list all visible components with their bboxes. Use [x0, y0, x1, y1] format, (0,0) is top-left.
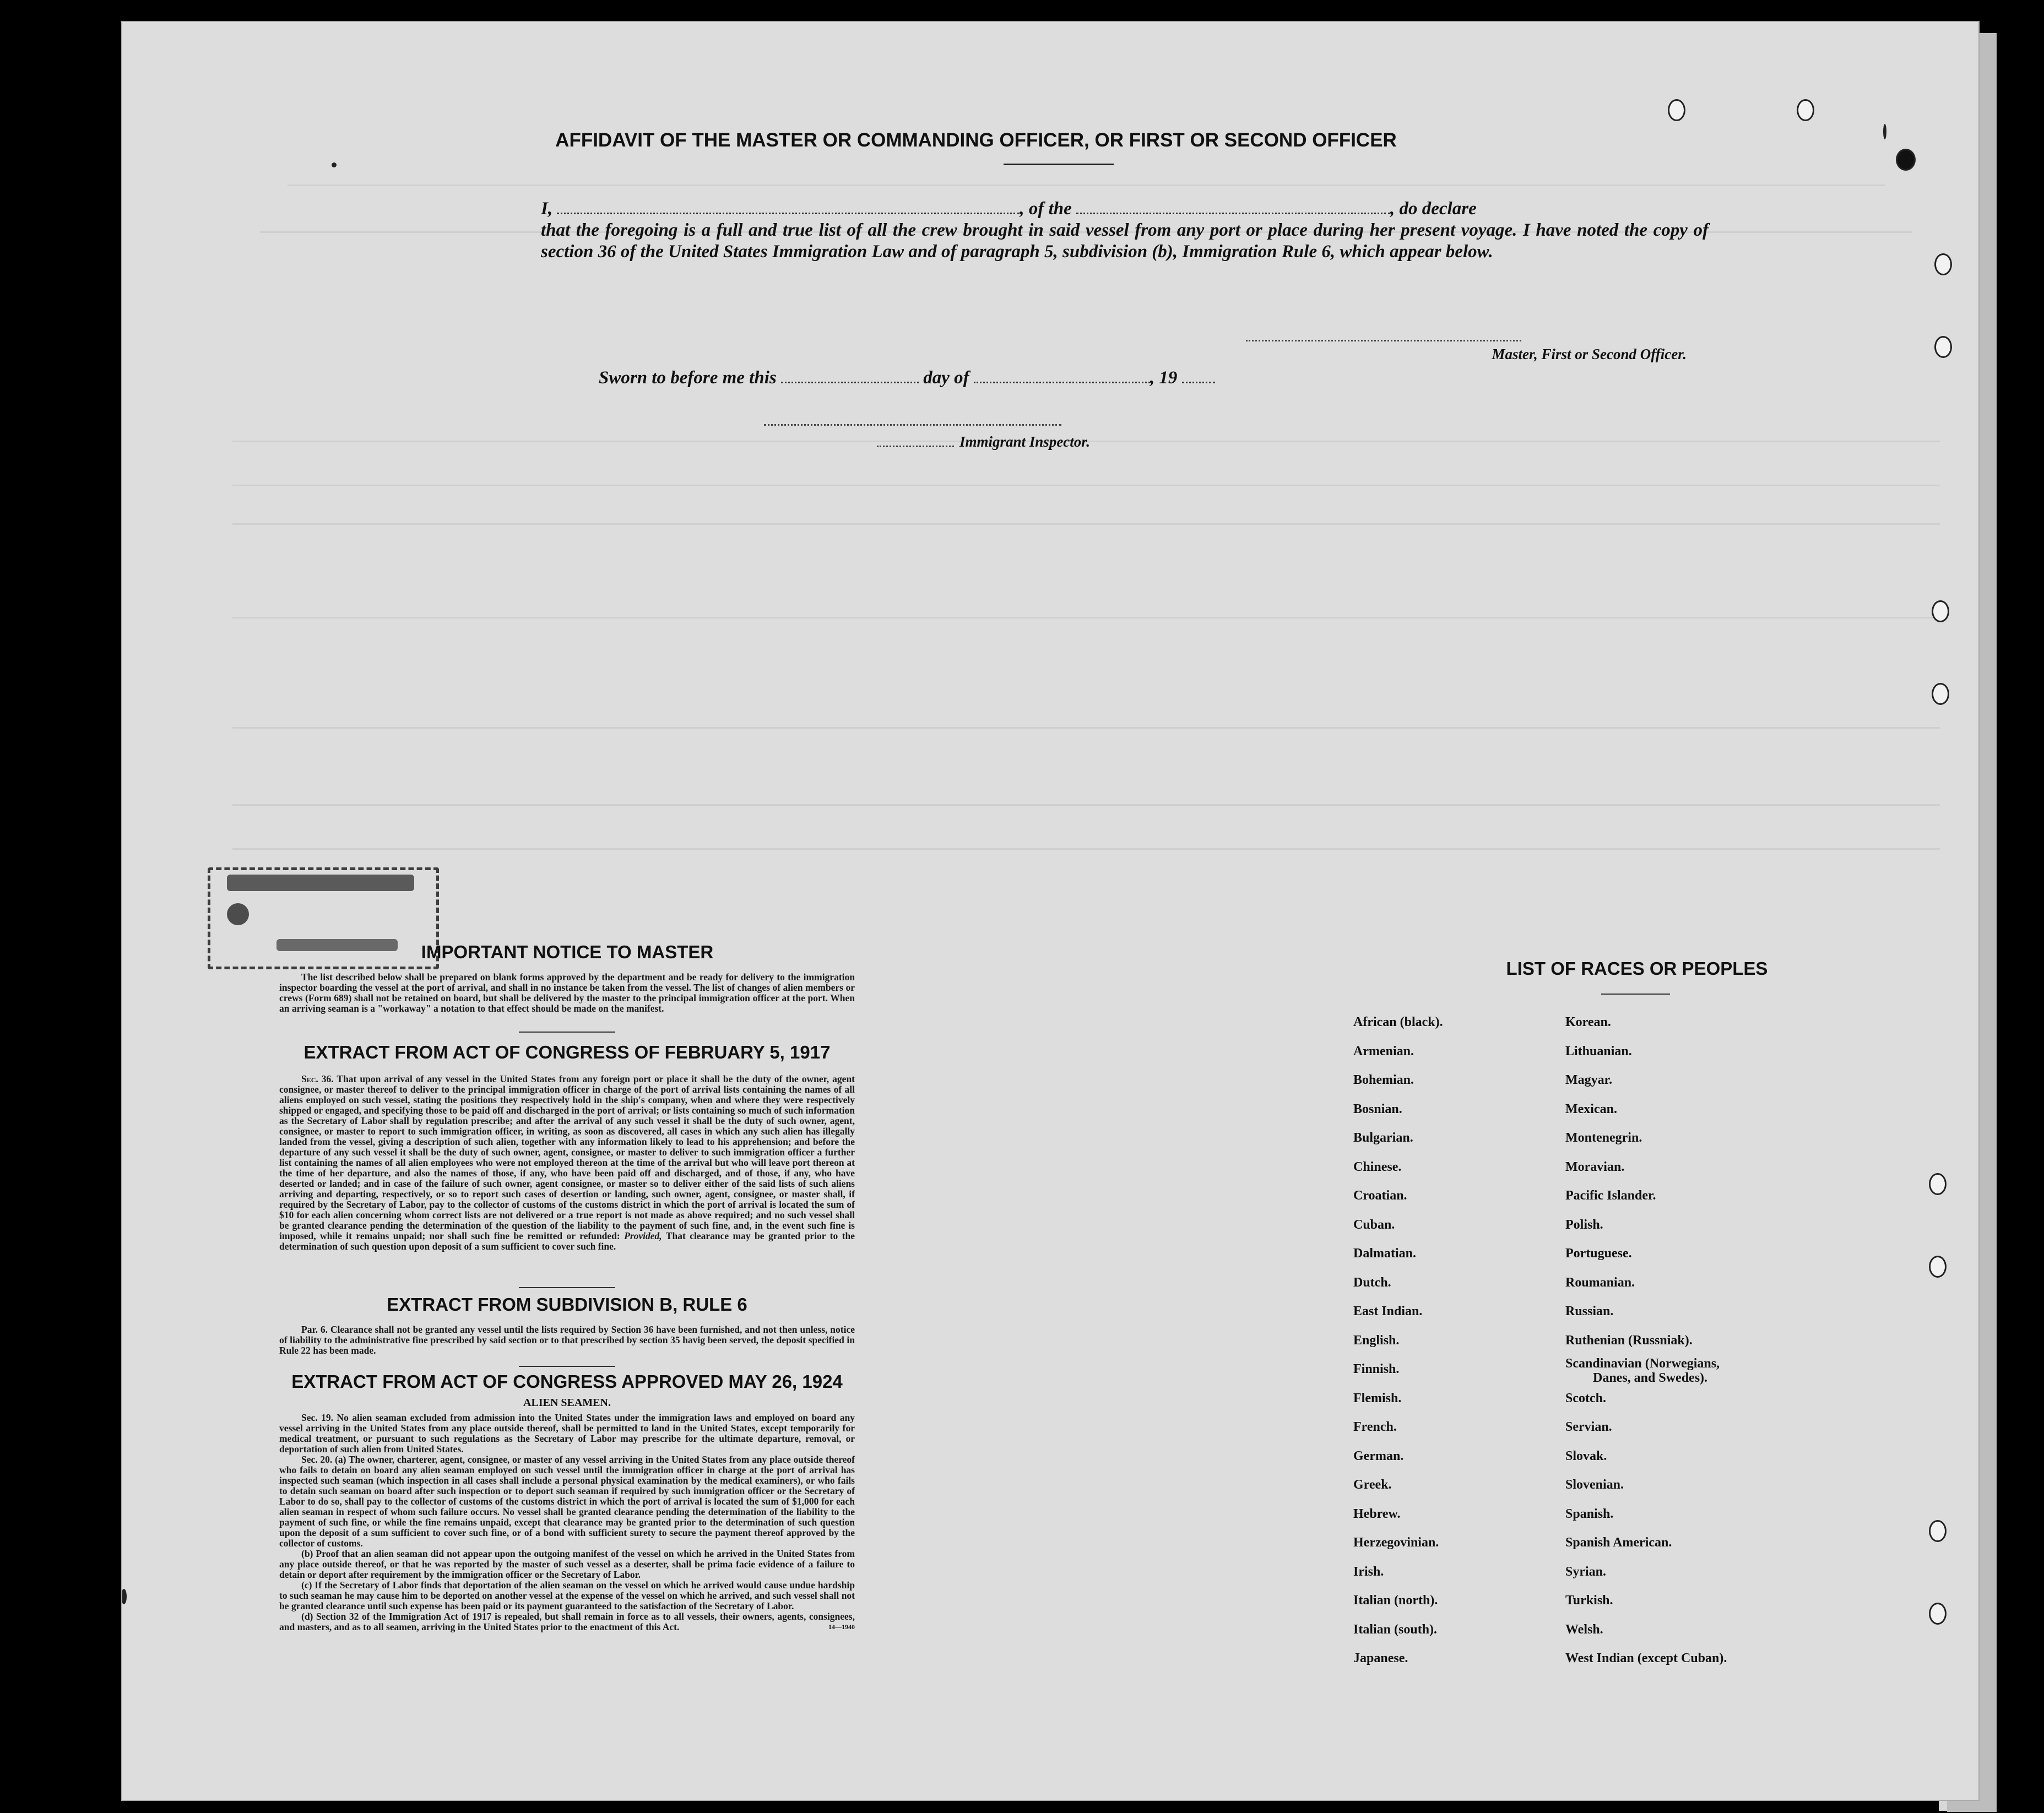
extract-1924-body: Sec. 19. No alien seaman excluded from admission into the United States under the immigration laws and employed on board any vessel arriving in the United States from any place outside thereof, shall be permitted to land in the United States, except temporarily for medical treatment, or pursuant to such regulations as the Secretary of Labor may prescribe for the ultimate departure, removal, or deportation of such alien from United States. Sec. 20. (a) The owner, charterer, agent, consignee, or master of any vessel arriving in the United States from any place outside thereof who fails to detain on board any alien seaman employed on such vessel until the immigration officer in charge at the port of arrival has inspected such seaman (which inspection in all cases shall include a personal physical examination by the medical examiners), or who fails to detain such seaman on board after such inspection or to deport such seaman if required by such immigration officer or the Secretary of Labor to do so, shall pay to the collector of customs of the customs district in which the port of arrival is located the sum of $1,000 for each alien seaman in respect of whom such failure occurs. No vessel shall be granted clearance pending the determination of the liability to the payment of such fine, or while the fine remains unpaid, except that clearance may be granted prior to the determination of such question upon the deposit of a sum sufficient to cover such fine, or of a bond with sufficient surety to secure the payment thereof approved by the collector of customs. (b) Proof that an alien seaman did not appear upon the outgoing manifest of the vessel on which he arrived in the United States from any place outside thereof, or that he was reported by the master of such vessel as a deserter, shall be prima facie evidence of a failure to detain or deport after requirement by the immigration officer or the Secretary of Labor. (c) If the Secretary of Labor finds that deportation of the alien seaman on the vessel on which he arrived would cause undue hardship to such seaman he may cause him to be deported on another vessel at the expense of the vessel on which he arrived, and such vessel shall not be granted clearance until such expense has been paid or its payment guaranteed to the satisfaction of the Secretary of Labor. (d) Section 32 of the Immigration Act of 1917 is repealed, but shall remain in force as to all vessels, their owners, agents, consignees, and masters, and as to all seamen, arriving in the United States prior to the enactment of this Act. 14—1940 — [279, 1412, 855, 1632]
race-item: French. — [1353, 1420, 1397, 1434]
bleed-line — [232, 523, 1940, 525]
race-item: Italian (north). — [1353, 1593, 1438, 1608]
race-item: Roumanian. — [1565, 1275, 1635, 1290]
sworn-month-field[interactable] — [974, 378, 1150, 383]
race-item: Spanish. — [1565, 1506, 1614, 1521]
race-item: Scotch. — [1565, 1391, 1606, 1405]
affidavit-title: AFFIDAVIT OF THE MASTER OR COMMANDING OFFICER, OR FIRST OR SECOND OFFICER — [555, 129, 1397, 151]
bleed-line — [232, 485, 1940, 486]
race-item: African (black). — [1353, 1015, 1443, 1029]
ink-speck — [332, 162, 337, 167]
form-number: 14—1940 — [828, 1623, 855, 1631]
vessel-field[interactable] — [1076, 209, 1390, 214]
races-divider — [1601, 994, 1670, 995]
punch-hole — [1934, 253, 1952, 275]
race-item: Greek. — [1353, 1478, 1392, 1492]
race-item: Magyar. — [1565, 1073, 1613, 1087]
race-item: German. — [1353, 1448, 1404, 1463]
race-item: West Indian (except Cuban). — [1565, 1651, 1727, 1665]
do-declare-label: , do declare — [1390, 199, 1477, 219]
day-of-label: day of — [923, 368, 969, 388]
race-item: Danes, and Swedes). — [1593, 1371, 1708, 1385]
race-item: Polish. — [1565, 1217, 1603, 1232]
i-label: I, — [541, 199, 553, 219]
section-divider — [519, 1287, 615, 1288]
year-prefix: , 19 — [1150, 368, 1178, 388]
extract-1924-title: EXTRACT FROM ACT OF CONGRESS APPROVED MAY 26, 1924 — [291, 1371, 843, 1392]
race-item: Slovak. — [1565, 1448, 1607, 1463]
race-item: Lithuanian. — [1565, 1044, 1632, 1059]
race-item: Korean. — [1565, 1015, 1611, 1029]
punch-hole — [1929, 1520, 1947, 1542]
punch-hole — [1668, 99, 1685, 121]
notice-title: IMPORTANT NOTICE TO MASTER — [421, 942, 714, 962]
race-item: Scandinavian (Norwegians, — [1565, 1356, 1720, 1371]
title-divider — [1004, 164, 1114, 165]
master-signature-label: Master, First or Second Officer. — [1492, 346, 1687, 362]
sworn-year-field[interactable] — [1182, 378, 1215, 383]
race-item: Welsh. — [1565, 1622, 1603, 1637]
race-item: Moravian. — [1565, 1159, 1625, 1174]
race-item: Flemish. — [1353, 1391, 1402, 1405]
section-divider — [519, 1032, 615, 1033]
race-item: Slovenian. — [1565, 1478, 1624, 1492]
punch-hole — [1797, 99, 1814, 121]
race-item: Irish. — [1353, 1564, 1384, 1579]
of-the-label: , of the — [1020, 199, 1072, 219]
punch-hole — [1929, 1256, 1947, 1278]
race-item: Ruthenian (Russniak). — [1565, 1333, 1693, 1348]
ink-speck — [122, 1589, 127, 1604]
bleed-line — [232, 804, 1940, 806]
race-item: Hebrew. — [1353, 1506, 1401, 1521]
extract-rule6-body: Par. 6. Clearance shall not be granted any vessel until the lists required by Section 36 have been furnished, and not then unless, notice of liability to the administrative fine prescribed by said section or to that prescribed by section 35 havig been served, the deposit specified in Rule 22 has been made. — [279, 1324, 855, 1356]
race-item: Bosnian. — [1353, 1101, 1402, 1116]
inspector-signature-lead — [877, 444, 954, 447]
race-item: Finnish. — [1353, 1362, 1400, 1376]
extract-1917-title: EXTRACT FROM ACT OF CONGRESS OF FEBRUARY 5, 1917 — [303, 1042, 831, 1062]
affidavit-body — [541, 198, 1709, 263]
section-divider — [519, 1366, 615, 1367]
race-item: Syrian. — [1565, 1564, 1607, 1579]
race-item: Herzegovinian. — [1353, 1535, 1439, 1550]
name-field[interactable] — [557, 209, 1020, 214]
race-item: Turkish. — [1565, 1593, 1613, 1608]
race-item: Japanese. — [1353, 1651, 1408, 1665]
ink-speck — [1883, 124, 1886, 139]
race-item: Dalmatian. — [1353, 1246, 1416, 1261]
punch-hole — [1932, 600, 1949, 622]
race-item: Mexican. — [1565, 1101, 1617, 1116]
extract-1917-body: Sec. 36. That upon arrival of any vessel in the United States from any foreign port or place it shall be the duty of the owner, agent consignee, or master thereof to deliver to the principal immigration officer in charge of the port of arrival lists containing the names of all aliens employed on such vessel, stating the positions they respectively hold in the ship's company, when and where they were respectively shipped or engaged, and specifying those to be paid off and discharged in the port of arrival; or lists containing so much of such information as the Secretary of Labor shall by regulation prescribe; and after the arrival of any such vessel it shall be the duty of such owner, agent, consignee, or master to report to such immigration officer, in writing, as soon as discovered, all cases in which any such alien has illegally landed from the vessel, giving a description of such alien, together with any information likely to lead to his apprehension; and before the departure of any such vessel it shall be the duty of such owner, agent, consignee, or master to deliver to such immigration officer a further list containing the names of all alien employees who were not employed thereon at the time of the arrival but who will leave port thereon at the time of her departure, and also the names of those, if any, who have been paid off and discharged, and of those, if any, who have deserted or landed; and in case of the failure of such owner, agent consignee, or master so to deliver either of the said lists of such aliens arriving and departing, respectively, or so to report such cases of desertion or landing, such owner, agent, consignee, or master shall, if required by the Secretary of Labor, pay to the collector of customs of the customs district in which the port of arrival is located the sum of $10 for each alien concerning whom correct lists are not delivered or a true report is not made as above required; and no such vessel shall be granted clearance pending the determination of the question of the liability to the payment of such fine, and, in the event such fine is imposed, while it remains unpaid; nor shall such fine be remitted or refunded: Provided, That clearance may be granted prior to the determination of such question upon deposit of a sum sufficient to cover such fine. — [279, 1073, 855, 1252]
race-item: Dutch. — [1353, 1275, 1391, 1290]
race-item: East Indian. — [1353, 1304, 1423, 1318]
race-item: Italian (south). — [1353, 1622, 1438, 1637]
binding-mark — [1896, 149, 1916, 171]
document-page — [122, 22, 1978, 1800]
race-item: Portuguese. — [1565, 1246, 1632, 1261]
race-item: English. — [1353, 1333, 1400, 1348]
inspector-label: Immigrant Inspector. — [959, 433, 1091, 450]
race-item: Bulgarian. — [1353, 1131, 1413, 1145]
race-item: Pacific Islander. — [1565, 1188, 1656, 1203]
race-item: Cuban. — [1353, 1217, 1395, 1232]
bleed-line — [232, 727, 1940, 729]
affidavit-declaration-line — [541, 198, 1709, 220]
bleed-line — [288, 184, 1885, 186]
master-signature-field[interactable] — [1246, 339, 1521, 341]
race-item: Servian. — [1565, 1420, 1612, 1434]
inspector-signature-field[interactable] — [764, 423, 1061, 426]
sworn-prefix: Sworn to before me this — [599, 368, 777, 388]
race-item: Bohemian. — [1353, 1073, 1414, 1087]
punch-hole — [1929, 1603, 1947, 1625]
races-title: LIST OF RACES OR PEOPLES — [1506, 958, 1768, 979]
race-item: Croatian. — [1353, 1188, 1407, 1203]
punch-hole — [1934, 336, 1952, 358]
race-item: Spanish American. — [1565, 1535, 1672, 1550]
bleed-line — [232, 848, 1940, 850]
notice-body: The list described below shall be prepared on blank forms approved by the department and be ready for delivery to the immigration inspector boarding the vessel at the port of arrival, and shall in no instance be taken from the vessel. The list of changes of alien members or crews (Form 689) shall not be retained on board, but shall be delivered by the master to the principal immigration officer at the port. When an arriving seaman is a "workaway" a notation to that effect should be made on the manifest. — [279, 971, 855, 1014]
punch-hole — [1932, 683, 1949, 705]
bleed-line — [232, 617, 1940, 618]
race-item: Chinese. — [1353, 1159, 1402, 1174]
sworn-day-field[interactable] — [781, 378, 919, 383]
extract-1924-subtitle: ALIEN SEAMEN. — [523, 1397, 611, 1409]
sworn-line — [599, 368, 1480, 388]
race-item: Armenian. — [1353, 1044, 1414, 1059]
extract-rule6-title: EXTRACT FROM SUBDIVISION B, RULE 6 — [387, 1294, 747, 1315]
punch-hole — [1929, 1173, 1947, 1195]
race-item: Montenegrin. — [1565, 1131, 1642, 1145]
affidavit-text: that the foregoing is a full and true list of all the crew brought in said vessel from any port or place during her present voyage. I have noted the copy of section 36 of the United States Immigration Law and of paragraph 5, subdivision (b), Immigration Rule 6, which appear below. — [541, 220, 1709, 262]
race-item: Russian. — [1565, 1304, 1614, 1318]
